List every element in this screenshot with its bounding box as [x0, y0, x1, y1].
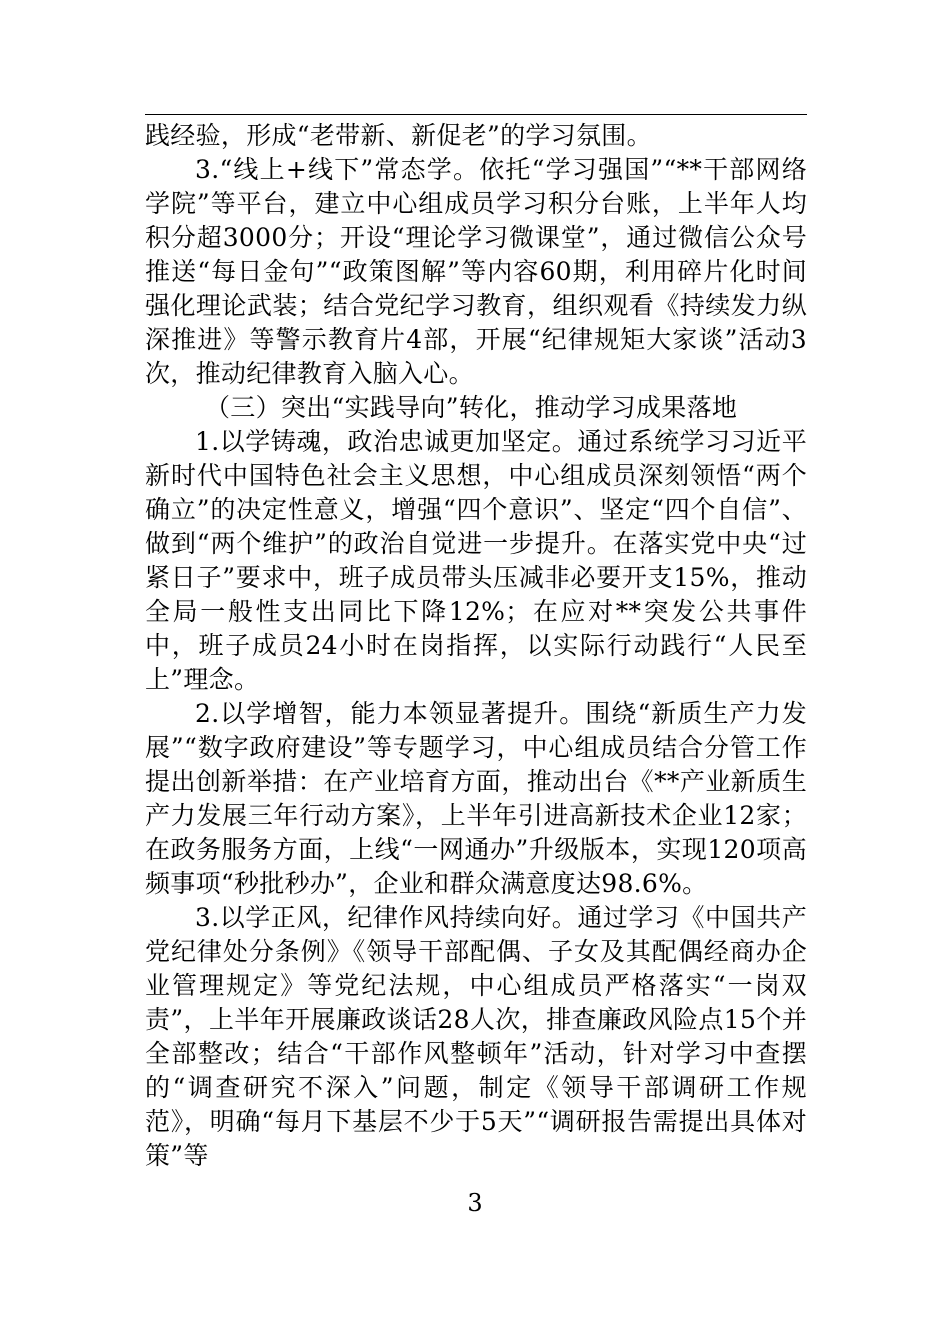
paragraph-continuation: 践经验，形成“老带新、新促老”的学习氛围。 [145, 121, 652, 150]
page-number: 3 [467, 1189, 483, 1217]
paragraph-correct-style: 3.以学正风，纪律作风持续向好。通过学习《中国共产党纪律处分条例》《领导干部配偶、子女及其配偶经商办企业管理规定》等党纪法规，中心组成员严格落实“一岗双责”，上半年开展廉政谈话28人次，排查廉政风险点15个并全部整改；结合“干部作风整顿年”活动，针对学习中查摆的“调查研究不深入”问题，制定《领导干部调研工作规范》，明确“每月下基层不少于5天”“调研报告需提出具体对策”等 [145, 903, 807, 1170]
paragraph-online-offline-study: 3.“线上+线下”常态学。依托“学习强国”“**干部网络学院”等平台，建立中心组成员学习积分台账，上半年人均积分超3000分；开设“理论学习微课堂”，通过微信公众号推送“每日金句”“政策图解”等内容60期，利用碎片化时间强化理论武装；结合党纪学习教育，组织观看《持续发力纵深推进》等警示教育片4部，开展“纪律规矩大家谈”活动3次，推动纪律教育入脑入心。 [145, 155, 807, 388]
header-rule [145, 114, 807, 115]
paragraph-increase-wisdom: 2.以学增智，能力本领显著提升。围绕“新质生产力发展”“数字政府建设”等专题学习，中心组成员结合分管工作提出创新举措：在产业培育方面，推动出台《**产业新质生产力发展三年行动方案》，上半年引进高新技术企业12家；在政务服务方面，上线“一网通办”升级版本，实现120项高频事项“秒批秒办”，企业和群众满意度达98.6%。 [145, 699, 807, 898]
section-heading-practice-oriented: （三）突出“实践导向”转化，推动学习成果落地 [205, 393, 738, 422]
paragraph-forge-soul: 1.以学铸魂，政治忠诚更加坚定。通过系统学习习近平新时代中国特色社会主义思想，中心组成员深刻领悟“两个确立”的决定性意义，增强“四个意识”、坚定“四个自信”、做到“两个维护”的政治自觉进一步提升。在落实党中央“过紧日子”要求中，班子成员带头压减非必要开支15%，推动全局一般性支出同比下降12%；在应对**突发公共事件中，班子成员24小时在岗指挥，以实际行动践行“人民至上”理念。 [145, 427, 807, 694]
page-body [145, 119, 807, 1173]
